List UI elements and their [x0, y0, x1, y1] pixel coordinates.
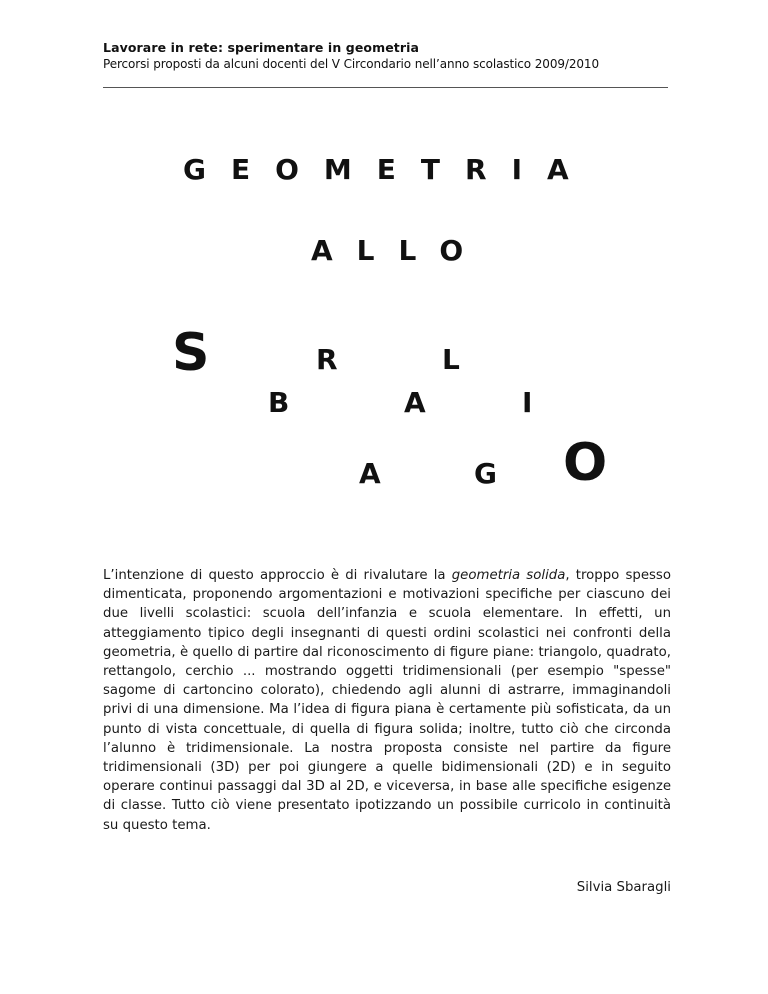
title-word-geometria: GEOMETRIA: [183, 153, 594, 186]
scattered-letter-r: R: [316, 343, 338, 376]
scattered-letter-a1: A: [404, 386, 426, 419]
body-rest: , troppo spesso dimenticata, proponendo argomentazioni e motivazioni specifiche per ciascuno dei due livelli scolastici: scuola dell’infanzia e scuola elementare. In effetti, un atteggiamento tipico degli insegnanti di questi ordini scolastici nei confronti della geometria, è quello di partire dal riconoscimento di figure piane: triangolo, quadrato, rettangolo, cerchio ... mostrando oggetti tridimensionali (per esempio "spesse" sagome di cartoncino colorato), chiedendo agli alunni di astrarre, immaginandoli privi di una dimensione. Ma l’idea di figura piana è certamente più sofisticata, da un punto di vista concettuale, di quella di figura solida; inoltre, tutto ciò che circonda l’alunno è tridimensionale. La nostra proposta consiste nel partire da figure tridimensionali (3D) per poi giungere a quelle bidimensionali (2D) e in seguito operare continui passaggi dal 3D al 2D, e viceversa, in base alle specifiche esigenze di classe. Tutto ciò viene presentato ipotizzando un possibile curricolo in continuità su questo tema.: [103, 568, 671, 833]
scattered-letter-s: S: [172, 323, 210, 383]
header-title: Lavorare in rete: sperimentare in geometria: [103, 40, 420, 55]
body-emphasis: geometria solida: [451, 568, 566, 583]
body-intro: L’intenzione di questo approccio è di rivalutare la: [103, 568, 452, 583]
body-paragraph: [103, 566, 671, 835]
title-word-allo: ALLO: [311, 234, 488, 267]
header-rule: [103, 87, 668, 88]
scattered-letter-l: L: [442, 343, 460, 376]
scattered-letter-g: G: [474, 457, 497, 490]
scattered-letter-a2: A: [359, 457, 381, 490]
header-subtitle: Percorsi proposti da alcuni docenti del V Circondario nell’anno scolastico 2009/2010: [103, 57, 599, 71]
author-signature: Silvia Sbaragli: [576, 880, 671, 895]
scattered-letter-i: I: [522, 386, 533, 419]
scattered-letter-o: O: [563, 433, 608, 493]
scattered-letter-b: B: [268, 386, 290, 419]
